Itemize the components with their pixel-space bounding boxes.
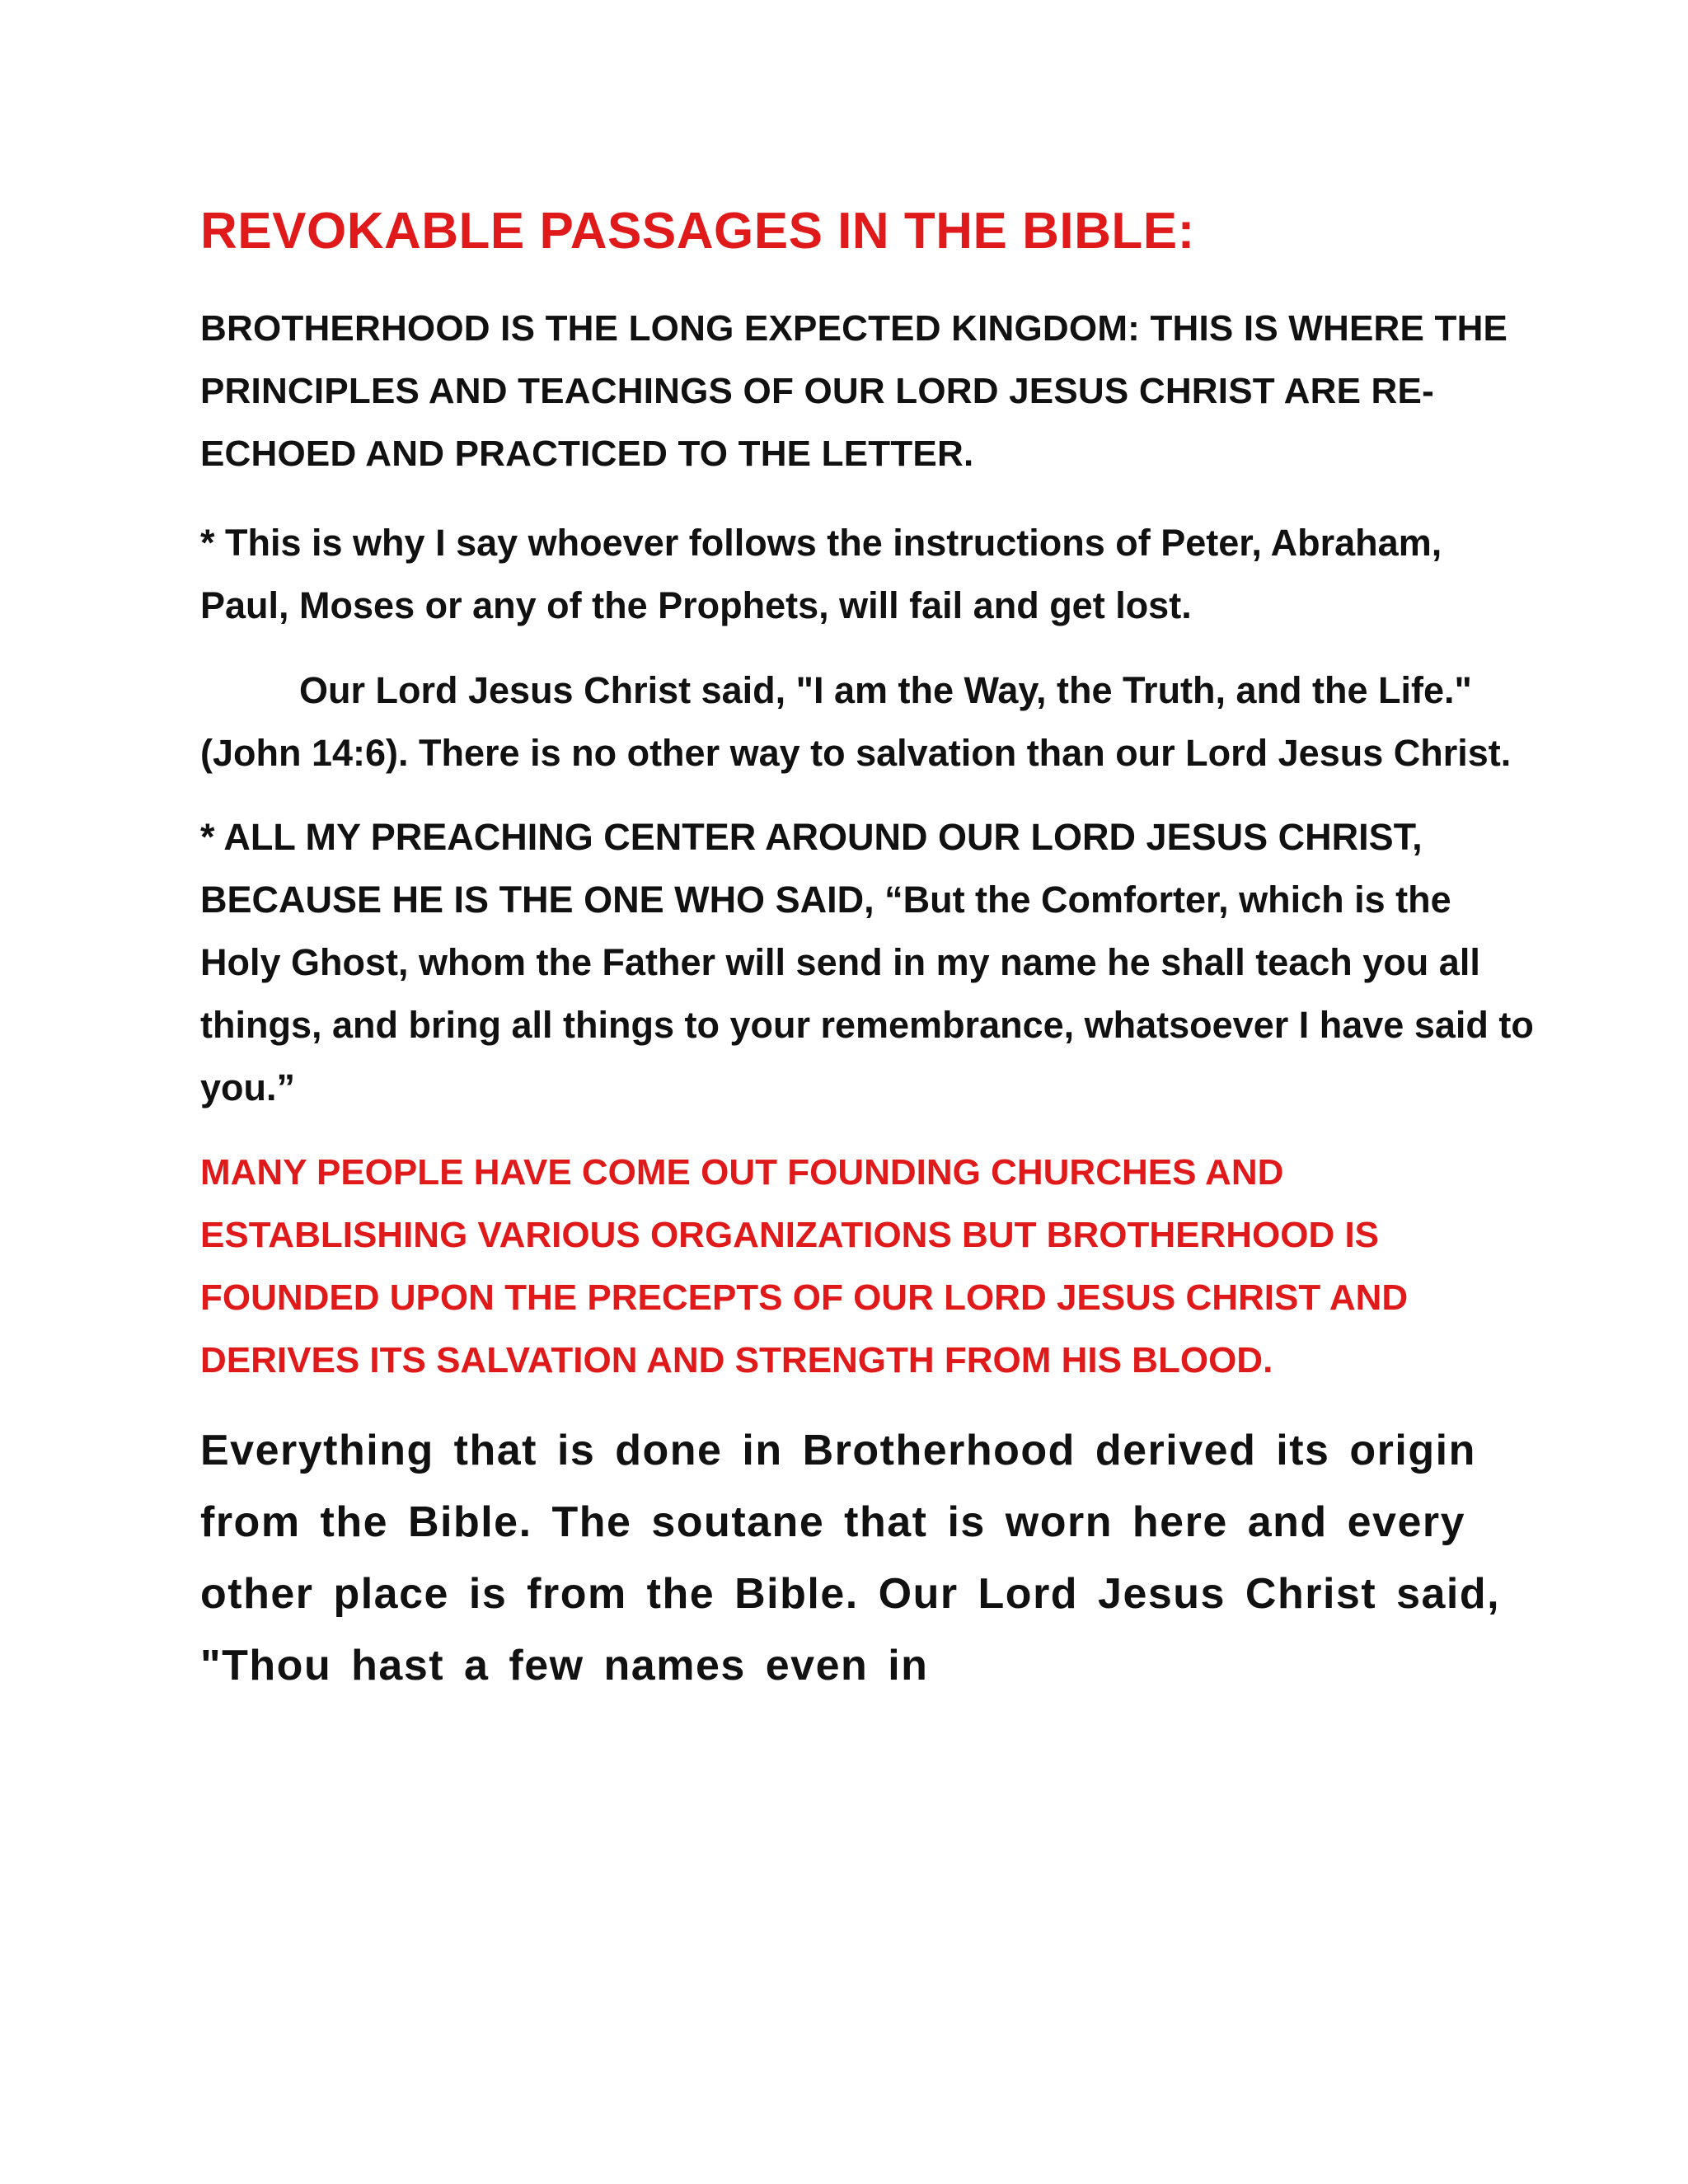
brotherhood-red-paragraph: MANY PEOPLE HAVE COME OUT FOUNDING CHURCHES AND ESTABLISHING VARIOUS ORGANIZATIONS BUT BROTHERHOOD IS FOUNDED UPON THE PRECEPTS OF OUR LORD JESUS CHRIST AND DERIVES ITS SALVATION AND STRENGTH FROM HIS BLOOD.: [200, 1152, 1409, 1380]
heading-paragraph: BROTHERHOOD IS THE LONG EXPECTED KINGDOM: THIS IS WHERE THE PRINCIPLES AND TEACHINGS OF OUR LORD JESUS CHRIST ARE RE-ECHOED AND PRACTICED TO THE LETTER.: [200, 308, 1508, 474]
body-paragraph: Everything that is done in Brotherhood derived its origin from the Bible. The soutane that is worn here and every other place is from the Bible. Our Lord Jesus Christ said, "Thou hast a few names even in: [200, 1427, 1501, 1690]
document-content: [200, 202, 1536, 1702]
instructions-paragraph: * This is why I say whoever follows the instructions of Peter, Abraham, Paul, Moses or any of the Prophets, will fail and get lost.: [200, 522, 1442, 626]
quote-paragraph: Our Lord Jesus Christ said, "I am the Way, the Truth, and the Life."(John 14:6). There is no other way to salvation than our Lord Jesus Christ.: [200, 669, 1512, 774]
document-title: REVOKABLE PASSAGES IN THE BIBLE:: [200, 203, 1195, 260]
preaching-paragraph: * ALL MY PREACHING CENTER AROUND OUR LORD JESUS CHRIST, BECAUSE HE IS THE ONE WHO SAID, “But the Comforter, which is the Holy Ghost, whom the Father will send in my name he shall teach you all things, and bring all things to your remembrance, whatsoever I have said to you.”: [200, 816, 1534, 1108]
